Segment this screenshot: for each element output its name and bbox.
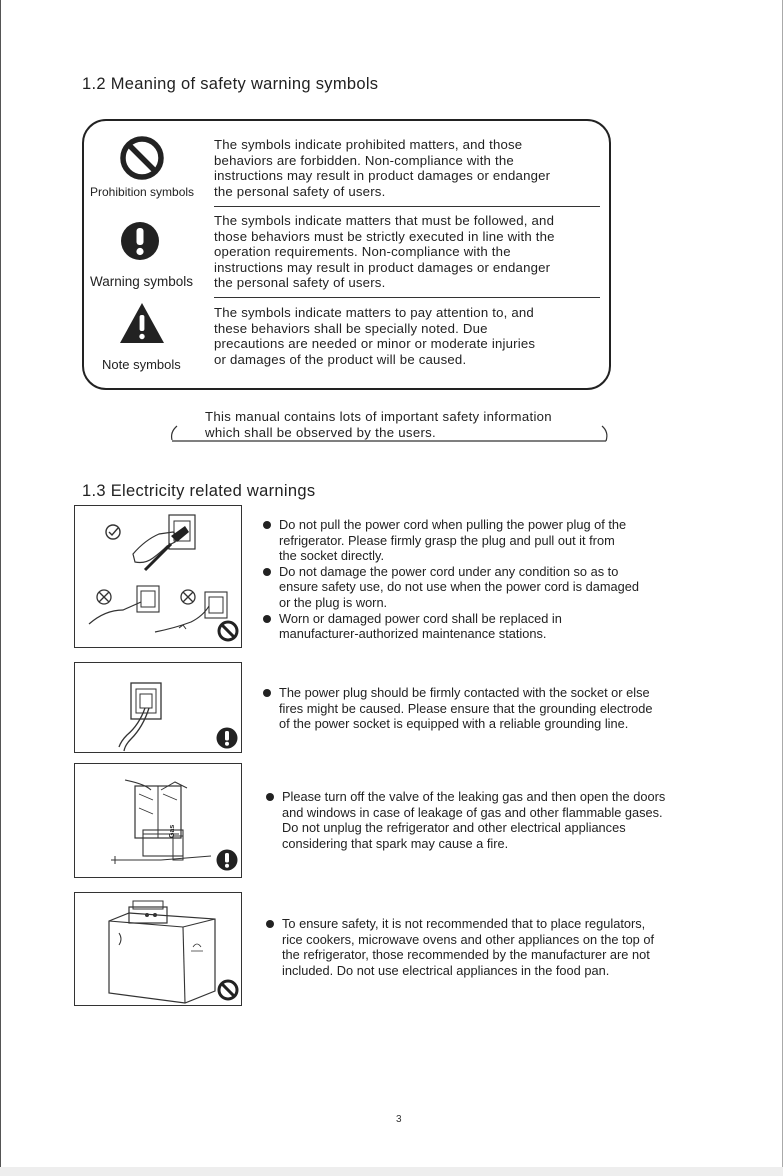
prohibition-icon (217, 620, 239, 642)
bullet-line: Do not unplug the refrigerator and other electrical appliances (282, 820, 626, 836)
gas-label: Gas (169, 824, 176, 838)
bullet-line: The power plug should be firmly contacted with the socket or else (279, 685, 650, 700)
description-line: or damages of the product will be caused. (214, 351, 467, 367)
gas-leak-illustration (74, 763, 242, 878)
bullet-line: rice cookers, microwave ovens and other appliances on the top of (282, 931, 655, 947)
description-line: operation requirements. Non-compliance with the (214, 244, 511, 260)
symbol-label: Prohibition symbols (90, 185, 195, 199)
notice-line: which shall be observed by the users. (205, 424, 437, 440)
safety-notice (168, 408, 613, 444)
bullet-list (261, 517, 701, 642)
description-line: The symbols indicate prohibited matters, and those (214, 137, 523, 152)
bullet-line: Worn or damaged power cord shall be replaced in (279, 610, 562, 626)
bullet-line: included. Do not use electrical appliances in the food pan. (282, 962, 610, 978)
bullet-line: the socket directly. (279, 548, 385, 564)
unplug-illustration (74, 505, 242, 648)
description-line: precautions are needed or minor or moderate injuries (214, 336, 536, 352)
symbol-label: Note symbols (102, 357, 181, 372)
section-heading-electricity: 1.3 Electricity related warnings (82, 482, 316, 500)
bullet-list (261, 685, 711, 732)
description-line: the personal safety of users. (214, 183, 386, 199)
notice-line: This manual contains lots of important safety information (205, 409, 552, 424)
bullet-item (264, 916, 714, 978)
bullet-list (264, 916, 714, 978)
page-number: 3 (396, 1114, 402, 1125)
bullet-line: ensure safety use, do not use when the power cord is damaged (279, 579, 639, 595)
bullet-item (264, 789, 724, 851)
bullet-line: the refrigerator, those recommended by the manufacturer are not (282, 947, 650, 963)
note-icon (119, 302, 165, 344)
bullet-line: Do not damage the power cord under any condition so as to (279, 563, 619, 579)
description-line: instructions may result in product damages or endanger (214, 259, 551, 275)
prohibition-icon (217, 979, 239, 1001)
description-line: instructions may result in product damages or endanger (214, 168, 551, 184)
description-line: those behaviors must be strictly executed in line with the (214, 228, 555, 244)
bullet-list (264, 789, 724, 851)
bullet-item (261, 517, 701, 564)
description-line: behaviors are forbidden. Non-compliance with the (214, 152, 514, 168)
description-line: these behaviors shall be specially noted. Due (214, 320, 488, 336)
symbol-legend-box (82, 119, 611, 390)
page-bottom-strip (0, 1167, 783, 1176)
bullet-dot (263, 689, 271, 697)
bullet-dot (263, 521, 271, 529)
bullet-item (261, 685, 711, 732)
symbol-label: Warning symbols (90, 274, 194, 289)
appliance-on-fridge-illustration (74, 892, 242, 1006)
section-heading-symbols: 1.2 Meaning of safety warning symbols (82, 75, 379, 93)
plug-socket-illustration (74, 662, 242, 753)
description-line: The symbols indicate matters that must be followed, and (214, 213, 555, 228)
description-line: the personal safety of users. (214, 275, 386, 291)
symbol-description (214, 137, 599, 199)
prohibition-icon (120, 136, 164, 180)
page-left-edge (0, 0, 1, 1176)
notice-text (205, 409, 605, 441)
bullet-dot (263, 615, 271, 623)
bullet-line: and windows in case of leakage of gas and other flammable gases. (282, 804, 663, 820)
bullet-dot (263, 568, 271, 576)
bullet-line: Please turn off the valve of the leaking gas and then open the doors (282, 789, 666, 804)
bullet-dot (266, 920, 274, 928)
symbol-description (214, 213, 599, 291)
bullet-line: fires might be caused. Please ensure that the grounding electrode (279, 700, 653, 716)
warning-icon (216, 727, 238, 749)
bullet-line: manufacturer-authorized maintenance stations. (279, 626, 547, 642)
bullet-line: To ensure safety, it is not recommended that to place regulators, (282, 916, 646, 931)
bullet-line: considering that spark may cause a fire. (282, 835, 509, 851)
bullet-line: refrigerator. Please firmly grasp the plug and pull out it from (279, 532, 615, 548)
bullet-line: of the power socket is equipped with a reliable grounding line. (279, 716, 629, 732)
row-divider (214, 206, 600, 207)
bullet-dot (266, 793, 274, 801)
bullet-item (261, 611, 701, 642)
warning-icon (120, 221, 160, 261)
bullet-line: Do not pull the power cord when pulling the power plug of the (279, 517, 627, 532)
bullet-item (261, 564, 701, 611)
warning-icon (216, 849, 238, 871)
description-line: The symbols indicate matters to pay attention to, and (214, 305, 534, 320)
symbol-description (214, 305, 599, 367)
row-divider (214, 297, 600, 298)
bullet-line: or the plug is worn. (279, 594, 388, 610)
